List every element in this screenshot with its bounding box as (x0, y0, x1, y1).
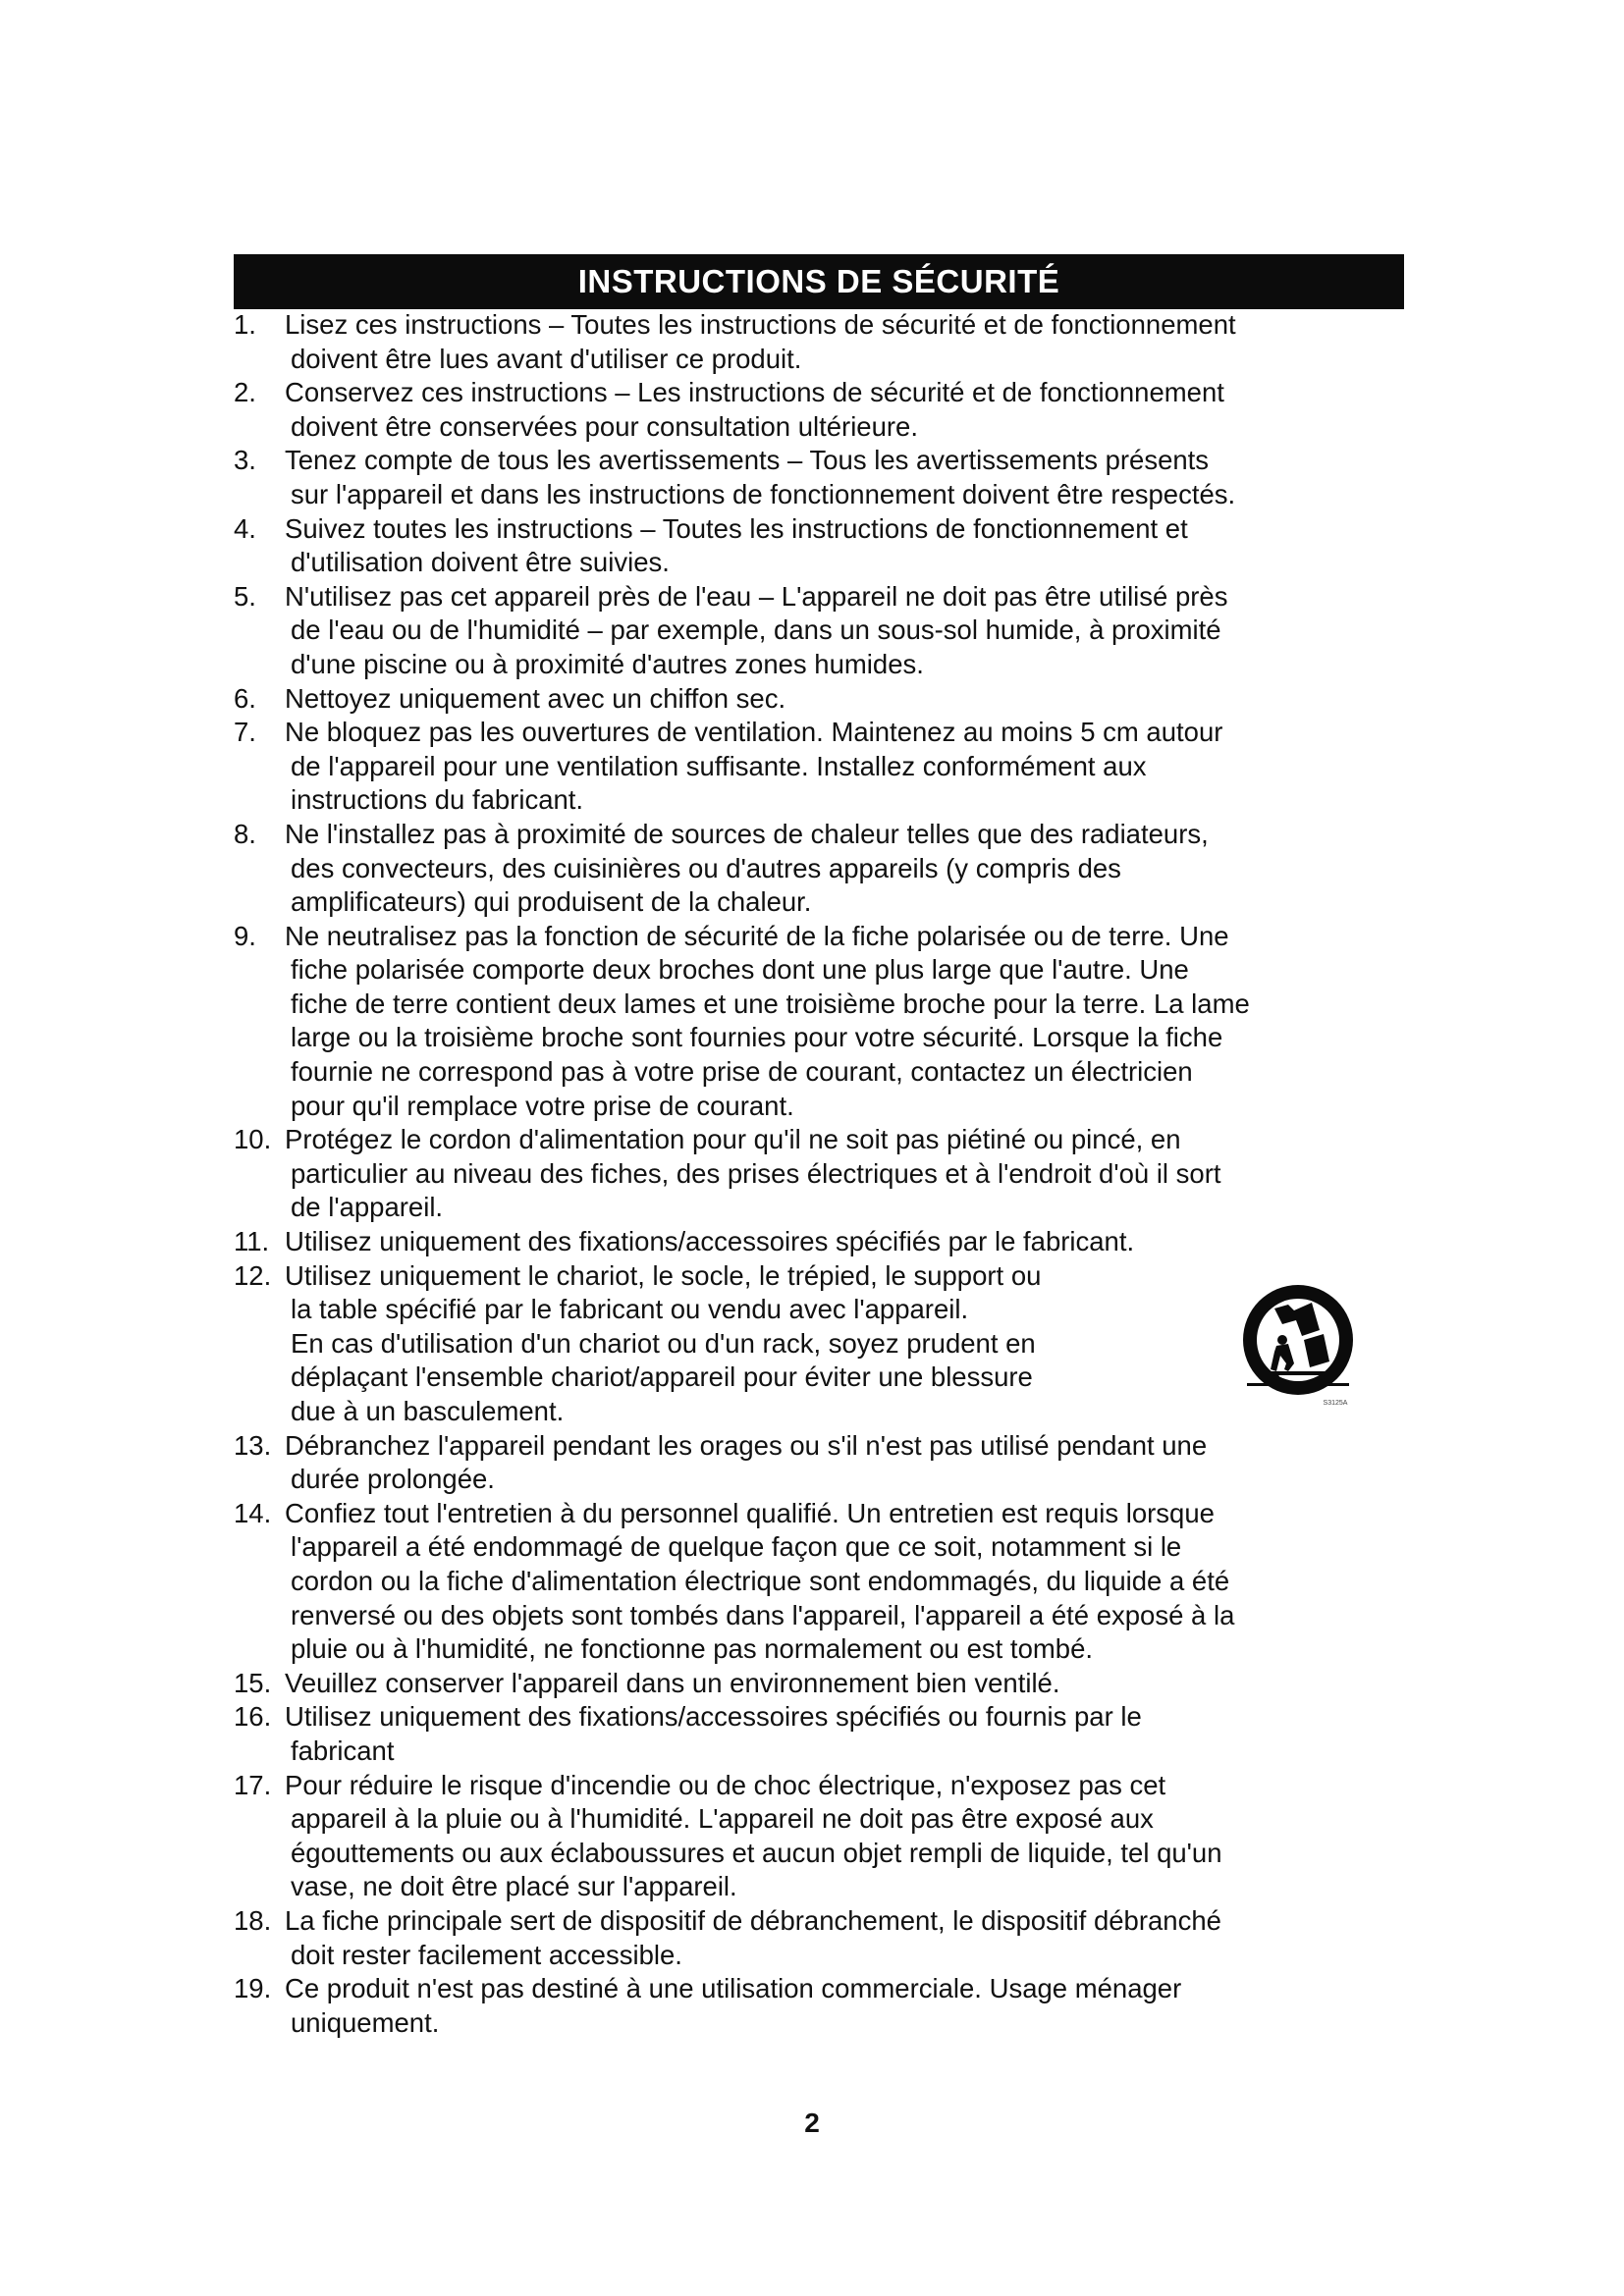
instruction-text (285, 444, 1412, 511)
instruction-number: 3. (234, 445, 256, 476)
instruction-item (234, 1972, 1412, 2040)
instruction-number: 6. (234, 682, 256, 714)
instruction-line: pluie ou à l'humidité, ne fonctionne pas normalement ou est tombé. (291, 1633, 1093, 1665)
instruction-line: Confiez tout l'entretien à du personnel qualifié. Un entretien est requis lorsque (285, 1497, 1215, 1528)
instruction-line: sur l'appareil et dans les instructions de fonctionnement doivent être respectés. (291, 478, 1236, 509)
instruction-number: 19. (234, 1973, 272, 2004)
instruction-item (234, 376, 1412, 444)
instruction-line: déplaçant l'ensemble chariot/appareil pour éviter une blessure (291, 1362, 1033, 1393)
instruction-line: Débranchez l'appareil pendant les orages ou s'il n'est pas utilisé pendant une (285, 1429, 1208, 1461)
instruction-line: appareil à la pluie ou à l'humidité. L'appareil ne doit pas être exposé aux (291, 1803, 1154, 1835)
instruction-line: Nettoyez uniquement avec un chiffon sec. (285, 682, 786, 714)
instruction-line: Utilisez uniquement des fixations/accessoires spécifiés par le fabricant. (285, 1226, 1135, 1257)
instruction-item (234, 1123, 1412, 1225)
instruction-line: Tenez compte de tous les avertissements – Tous les avertissements présents (285, 445, 1210, 476)
instruction-text (285, 920, 1412, 1124)
instruction-item (234, 1225, 1412, 1259)
instruction-line: Veuillez conserver l'appareil dans un environnement bien ventilé. (285, 1667, 1060, 1698)
instruction-line: l'appareil a été endommagé de quelque façon que ce soit, notamment si le (291, 1531, 1182, 1563)
instruction-number: 10. (234, 1124, 272, 1155)
instruction-item (234, 308, 1412, 376)
instruction-text (285, 512, 1412, 580)
instruction-item (234, 1497, 1412, 1667)
instruction-item (234, 580, 1412, 682)
cart-tip-over-warning-icon (1233, 1281, 1369, 1416)
instruction-line: Ne bloquez pas les ouvertures de ventilation. Maintenez au moins 5 cm autour (285, 717, 1223, 748)
instruction-number: 13. (234, 1429, 272, 1461)
instruction-number: 8. (234, 818, 256, 849)
instruction-line: Ce produit n'est pas destiné à une utilisation commerciale. Usage ménager (285, 1973, 1182, 2004)
instruction-line: égouttements ou aux éclaboussures et aucun objet rempli de liquide, tel qu'un (291, 1837, 1222, 1868)
instruction-item (234, 818, 1412, 920)
instruction-item (234, 1700, 1412, 1768)
instruction-text (285, 1769, 1412, 1904)
instruction-item (234, 1769, 1412, 1904)
cart-icon-code: S3125A (1323, 1400, 1348, 1407)
instruction-item (234, 444, 1412, 511)
instruction-line: fiche polarisée comporte deux broches dont une plus large que l'autre. Une (291, 954, 1189, 986)
instruction-line: Ne l'installez pas à proximité de sources de chaleur telles que des radiateurs, (285, 818, 1209, 849)
page-number: 2 (804, 2108, 820, 2138)
instruction-text (285, 1904, 1412, 1972)
instruction-number: 7. (234, 717, 256, 748)
instruction-line: La fiche principale sert de dispositif de débranchement, le dispositif débranché (285, 1904, 1221, 1936)
instruction-number: 16. (234, 1701, 272, 1733)
instruction-line: doivent être lues avant d'utiliser ce produit. (291, 343, 802, 374)
instruction-number: 2. (234, 377, 256, 408)
instruction-number: 5. (234, 580, 256, 612)
instruction-number: 14. (234, 1497, 272, 1528)
instruction-text (285, 1123, 1412, 1225)
instruction-line: amplificateurs) qui produisent de la chaleur. (291, 886, 812, 918)
instruction-line: instructions du fabricant. (291, 784, 584, 816)
instruction-number: 11. (234, 1226, 270, 1257)
instruction-line: Ne neutralisez pas la fonction de sécurité de la fiche polarisée ou de terre. Une (285, 920, 1229, 951)
instruction-number: 15. (234, 1667, 272, 1698)
instruction-number: 1. (234, 309, 256, 340)
instruction-line: due à un basculement. (291, 1396, 565, 1426)
instruction-line: vase, ne doit être placé sur l'appareil. (291, 1871, 737, 1902)
instruction-item (234, 1904, 1412, 1972)
instruction-item (234, 682, 1412, 717)
instruction-text (285, 1972, 1412, 2040)
instruction-line: uniquement. (291, 2006, 440, 2038)
instruction-line: d'utilisation doivent être suivies. (291, 547, 670, 578)
instruction-item (234, 920, 1412, 1124)
instruction-text (285, 580, 1412, 682)
instruction-line: de l'appareil. (291, 1192, 444, 1223)
instruction-item (234, 716, 1412, 818)
instruction-line: d'une piscine ou à proximité d'autres zones humides. (291, 648, 924, 679)
instruction-text (285, 716, 1412, 818)
instruction-text (285, 1225, 1412, 1259)
section-title: INSTRUCTIONS DE SÉCURITÉ (234, 254, 1404, 309)
instruction-line: renversé ou des objets sont tombés dans l'appareil, l'appareil a été exposé à la (291, 1599, 1235, 1630)
instruction-line: Suivez toutes les instructions – Toutes les instructions de fonctionnement et (285, 512, 1188, 544)
instruction-line: particulier au niveau des fiches, des prises électriques et à l'endroit d'où il sort (291, 1157, 1221, 1189)
instruction-line: de l'eau ou de l'humidité – par exemple, dans un sous-sol humide, à proximité (291, 614, 1221, 646)
instruction-item (234, 1429, 1412, 1497)
instruction-line: Conservez ces instructions – Les instructions de sécurité et de fonctionnement (285, 377, 1224, 408)
instruction-line: Lisez ces instructions – Toutes les instructions de sécurité et de fonctionnement (285, 309, 1236, 340)
instruction-line: fournie ne correspond pas à votre prise de courant, contactez un électricien (291, 1056, 1193, 1088)
instruction-number: 17. (234, 1769, 272, 1800)
instruction-number: 4. (234, 512, 256, 544)
instruction-text (285, 1497, 1412, 1667)
instruction-line: N'utilisez pas cet appareil près de l'eau – L'appareil ne doit pas être utilisé près (285, 580, 1228, 612)
instruction-line: Protégez le cordon d'alimentation pour qu'il ne soit pas piétiné ou pincé, en (285, 1124, 1181, 1155)
instruction-text (285, 682, 1412, 717)
instruction-text (285, 1700, 1412, 1768)
instruction-line: Utilisez uniquement le chariot, le socle, le trépied, le support ou (285, 1259, 1042, 1291)
instruction-line: doivent être conservées pour consultation ultérieure. (291, 410, 918, 442)
instruction-text (285, 308, 1412, 376)
instruction-line: des convecteurs, des cuisinières ou d'autres appareils (y compris des (291, 852, 1121, 883)
instruction-number: 12. (234, 1259, 272, 1291)
instruction-line: de l'appareil pour une ventilation suffisante. Installez conformément aux (291, 750, 1147, 781)
instruction-line: fabricant (291, 1735, 395, 1766)
instruction-text (285, 1429, 1412, 1497)
instruction-line: large ou la troisième broche sont fournies pour votre sécurité. Lorsque la fiche (291, 1022, 1223, 1053)
instruction-line: pour qu'il remplace votre prise de courant. (291, 1090, 794, 1121)
instruction-line: En cas d'utilisation d'un chariot ou d'un rack, soyez prudent en (291, 1327, 1036, 1359)
instruction-line: la table spécifié par le fabricant ou vendu avec l'appareil. (291, 1294, 969, 1325)
instruction-item (234, 512, 1412, 580)
instruction-item (234, 1667, 1412, 1701)
instruction-line: durée prolongée. (291, 1464, 495, 1495)
instruction-line: doit rester facilement accessible. (291, 1939, 682, 1970)
instruction-line: Pour réduire le risque d'incendie ou de choc électrique, n'exposez pas cet (285, 1769, 1166, 1800)
instruction-line: cordon ou la fiche d'alimentation électrique sont endommagés, du liquide a été (291, 1565, 1230, 1596)
instruction-text (285, 1667, 1412, 1701)
instruction-number: 9. (234, 920, 256, 951)
instruction-number: 18. (234, 1904, 272, 1936)
instruction-line: fiche de terre contient deux lames et une troisième broche pour la terre. La lame (291, 988, 1250, 1019)
safety-instructions-list (234, 308, 1412, 2040)
instruction-text (285, 376, 1412, 444)
instruction-text (285, 818, 1412, 920)
instruction-line: Utilisez uniquement des fixations/accessoires spécifiés ou fournis par le (285, 1701, 1142, 1733)
